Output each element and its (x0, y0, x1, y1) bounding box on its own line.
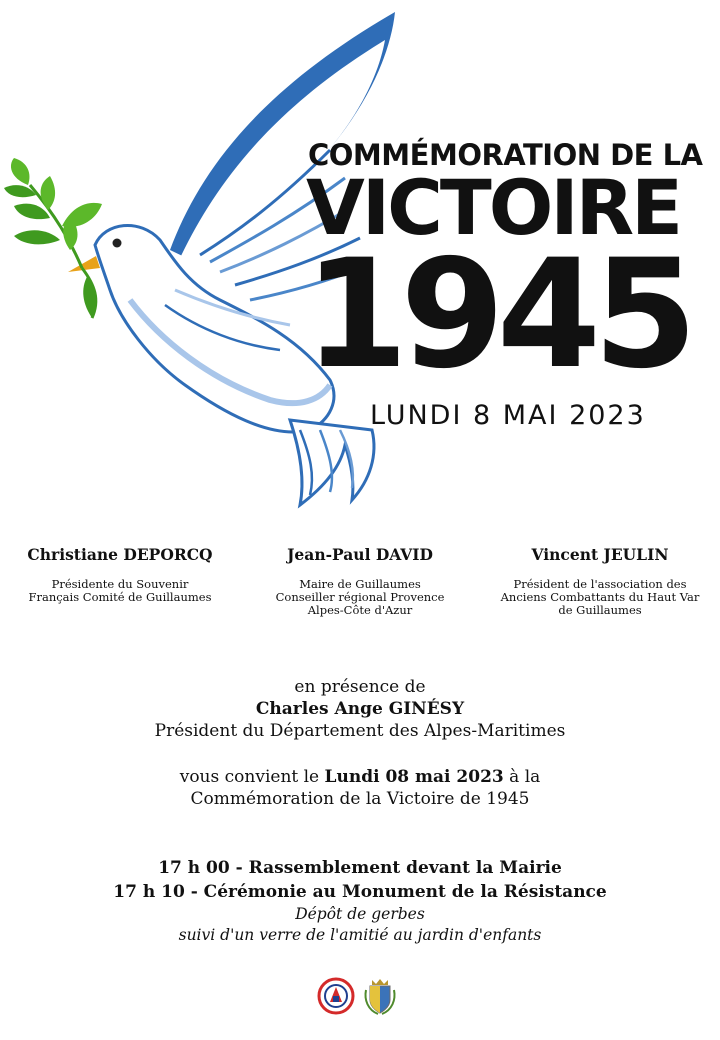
host-name: Jean-Paul DAVID (287, 545, 433, 564)
invitation-date: Lundi 08 mai 2023 (324, 767, 504, 787)
host-role: Maire de Guillaumes Conseiller régional Provence Alpes-Côte d'Azur (275, 577, 445, 617)
host-name: Vincent JEULIN (531, 545, 669, 564)
souvenir-francais-logo (319, 979, 353, 1013)
guillaumes-coat-of-arms-logo (366, 979, 395, 1014)
host-role: Président de l'association des Anciens Combattants du Haut Var de Guillaumes (500, 577, 700, 617)
dove-body (95, 225, 334, 432)
guest-name: Charles Ange GINÉSY (255, 699, 465, 719)
title-line-victoire: VICTOIRE (306, 163, 681, 252)
event-date: LUNDI 8 MAI 2023 (370, 400, 646, 431)
schedule-item: 17 h 10 - Cérémonie au Monument de la Résistance (113, 882, 607, 902)
invitation-line1 (0, 766, 720, 788)
olive-branch-icon (4, 158, 102, 318)
host-jeulin (490, 544, 710, 617)
schedule-note: Dépôt de gerbes (295, 905, 425, 923)
schedule-item: 17 h 00 - Rassemblement devant la Mairie (158, 858, 562, 878)
invitation-block (0, 766, 720, 810)
hosts-row (0, 544, 720, 624)
presence-intro: en présence de (294, 677, 426, 697)
schedule-note: suivi d'un verre de l'amitié au jardin d'enfants (178, 926, 542, 944)
dove-eye (113, 239, 122, 248)
host-david (250, 544, 470, 617)
invitation-line2: Commémoration de la Victoire de 1945 (190, 789, 530, 809)
schedule-block (0, 856, 720, 946)
title-line-commemoration: COMMÉMORATION DE LA (308, 138, 703, 172)
host-deporcq (10, 544, 230, 604)
presence-block (0, 676, 720, 742)
logos-row (316, 976, 406, 1016)
host-role: Présidente du Souvenir Français Comité de Guillaumes (28, 577, 212, 604)
dove-tail (290, 420, 374, 505)
guest-role: Président du Département des Alpes-Maritimes (154, 721, 566, 741)
invitation-suffix: à la (503, 767, 541, 787)
host-name: Christiane DEPORCQ (27, 545, 213, 564)
title-line-year: 1945 (304, 228, 690, 402)
invitation-prefix: vous convient le (179, 767, 325, 787)
